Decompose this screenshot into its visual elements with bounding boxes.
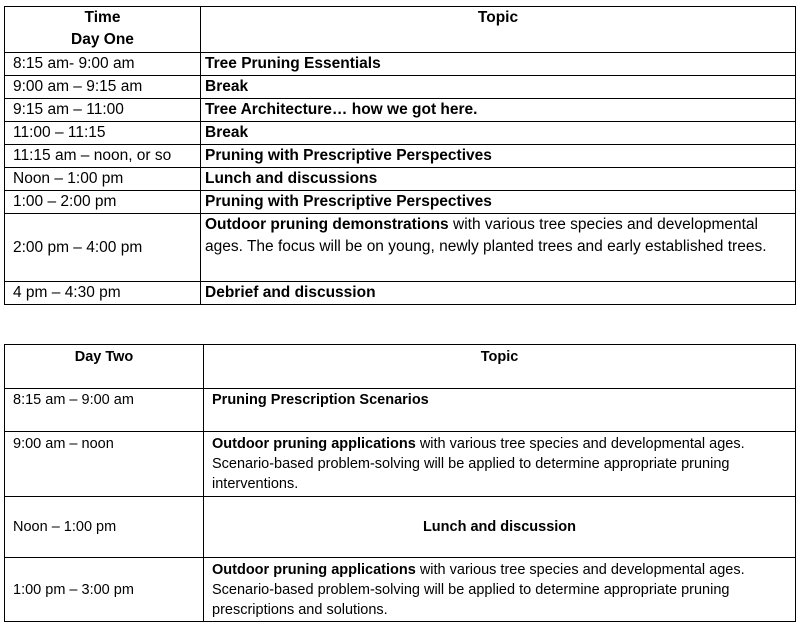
table-row: [5, 191, 796, 214]
topic-title: Pruning with Prescriptive Perspectives: [205, 193, 492, 210]
topic-cell: [201, 282, 796, 305]
table-header-row: [5, 7, 796, 53]
topic-title: Outdoor pruning applications: [212, 561, 416, 578]
time-cell: 8:15 am- 9:00 am: [5, 53, 201, 76]
topic-cell: [204, 558, 796, 622]
time-cell: 1:00 pm – 3:00 pm: [5, 558, 204, 622]
table-row: [5, 99, 796, 122]
topic-cell: [201, 191, 796, 214]
topic-title: Tree Pruning Essentials: [205, 55, 381, 72]
topic-cell: [204, 497, 796, 558]
time-cell: 9:00 am – 9:15 am: [5, 76, 201, 99]
table-row: [5, 145, 796, 168]
topic-column-header: Topic: [204, 345, 796, 389]
topic-title: Break: [205, 124, 249, 141]
time-cell: 1:00 – 2:00 pm: [5, 191, 201, 214]
day-one-label: Day One: [71, 31, 134, 48]
topic-title: Tree Architecture… how we got here.: [205, 101, 478, 118]
time-cell: 11:15 am – noon, or so: [5, 145, 201, 168]
table-row: [5, 432, 796, 497]
topic-title: Lunch and discussion: [422, 519, 577, 535]
topic-cell: [204, 389, 796, 432]
topic-cell: [201, 122, 796, 145]
topic-title: Pruning with Prescriptive Perspectives: [205, 147, 492, 164]
time-column-header: [5, 7, 201, 53]
day-one-schedule-table: [4, 6, 796, 305]
day-two-schedule-table: [4, 344, 796, 622]
time-cell: 11:00 – 11:15: [5, 122, 201, 145]
table-row: [5, 497, 796, 558]
topic-description: with various tree species and developmental ages. Scenario-based problem-solving will be applied to determine appropriate pruning prescriptions and solutions.: [212, 561, 745, 618]
topic-title: Lunch and discussions: [205, 170, 378, 187]
topic-title: Outdoor pruning demonstrations: [205, 216, 449, 233]
topic-cell: [201, 168, 796, 191]
day-two-column-header: Day Two: [5, 345, 204, 389]
table-row: [5, 282, 796, 305]
table-row: [5, 389, 796, 432]
topic-column-header: Topic: [201, 7, 796, 53]
table-row: [5, 214, 796, 282]
topic-title: Break: [205, 78, 249, 95]
time-cell: 4 pm – 4:30 pm: [5, 282, 201, 305]
topic-cell: [201, 76, 796, 99]
topic-cell: [201, 53, 796, 76]
topic-cell: [204, 432, 796, 497]
table-row: [5, 122, 796, 145]
topic-cell: [201, 99, 796, 122]
time-cell: 8:15 am – 9:00 am: [5, 389, 204, 432]
time-cell: Noon – 1:00 pm: [5, 497, 204, 558]
topic-cell: [201, 214, 796, 282]
table-header-row: [5, 345, 796, 389]
time-cell: Noon – 1:00 pm: [5, 168, 201, 191]
topic-title: Debrief and discussion: [205, 284, 376, 301]
table-row: [5, 558, 796, 622]
table-row: [5, 53, 796, 76]
time-cell: 9:15 am – 11:00: [5, 99, 201, 122]
time-cell: 9:00 am – noon: [5, 432, 204, 497]
time-header-label: Time: [84, 9, 121, 26]
topic-description: with various tree species and developmental ages. Scenario-based problem-solving will be applied to determine appropriate pruning interventions.: [212, 436, 745, 492]
table-row: [5, 168, 796, 191]
table-row: [5, 76, 796, 99]
topic-title: Pruning Prescription Scenarios: [212, 392, 429, 408]
topic-cell: [201, 145, 796, 168]
topic-description: with various tree species and developmental ages. The focus will be on young, newly planted trees and early established trees.: [205, 216, 767, 255]
time-cell: 2:00 pm – 4:00 pm: [5, 214, 201, 282]
topic-title: Outdoor pruning applications: [212, 436, 416, 452]
